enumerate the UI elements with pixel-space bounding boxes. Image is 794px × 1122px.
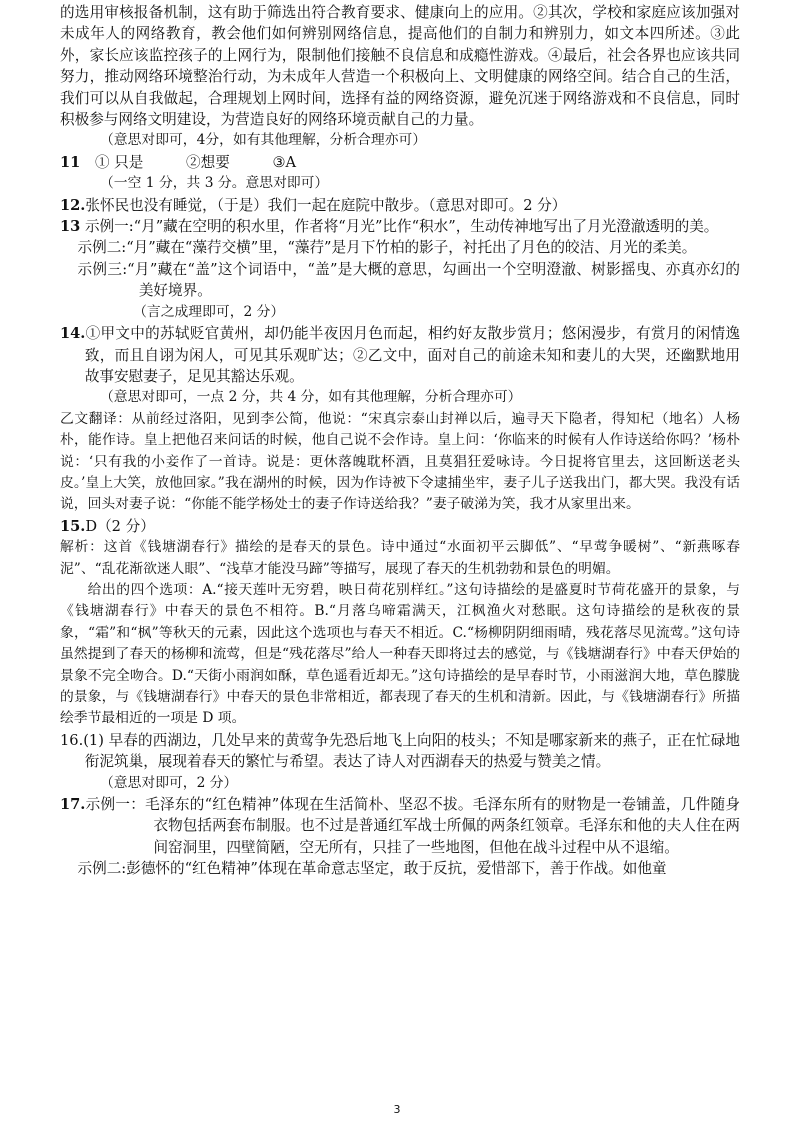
q15-analysis: 解析：这首《钱塘湖春行》描绘的是春天的景色。诗中通过“水面初平云脚低”、“早莺争暖树”、“新燕啄春泥”、“乱花渐欲迷人眼”、“浅草才能没马蹄”等描写，展现了春天的生机勃勃和景色的明媚。 <box>60 539 740 577</box>
q17-example-1-text: 毛泽东的“红色精神”体现在生活简朴、坚忍不拔。毛泽东所有的财物是一卷铺盖，几件随身衣物包括两套布制服。也不过是普通红军战士所佩的两条红领章。毛泽东和他的夫人住在两间窑洞里，四壁简陋，空无所有，只挂了一些地图，但他在战斗过程中从不退缩。 <box>145 796 740 856</box>
q13-example-2-label: 示例二: <box>77 239 127 257</box>
answer-content <box>60 2 740 880</box>
q15-answer <box>60 516 740 537</box>
q11-number: 11 <box>60 153 81 171</box>
q17-example-2-label: 示例二: <box>77 860 127 878</box>
q13-example-3 <box>60 259 740 302</box>
q13-example-1-label: 示例一: <box>84 218 134 236</box>
q17-example-2 <box>60 858 740 879</box>
q11-option-1: ① 只是 <box>94 153 144 171</box>
q11-answer <box>60 152 740 173</box>
q16-scoring-note: （意思对即可，2 分） <box>100 774 238 791</box>
q12-number: 12. <box>60 196 86 214</box>
q17-example-1-label: 示例一： <box>85 796 146 814</box>
q16-text: (1) 早春的西湖边，几处早来的黄莺争先恐后地飞上向阳的枝头；不知是哪家新来的燕子，正在忙碌地衔泥筑巢，展现着春天的繁忙与希望。表达了诗人对西湖春天的热爱与赞美之情。 <box>83 731 740 771</box>
q17-number: 17. <box>60 796 86 814</box>
q11-option-3: ③A <box>272 153 297 171</box>
page-number: 3 <box>393 1103 401 1116</box>
q13-example-1 <box>60 216 740 237</box>
q10-answer-continuation: 的选用审核报备机制，这有助于筛选出符合教育要求、健康向上的应用。②其次，学校和家庭应该加强对未成年人的网络教育，教会他们如何辨别网络信息，提高他们的自制力和辨别力，如文本四所述。③此外，家长应该监控孩子的上网行为，限制他们接触不良信息和成瘾性游戏。④最后，社会各界也应该共同努力，推动网络环境整治行动，为未成年人营造一个积极向上、文明健康的网络空间。结合自己的生活，我们可以从自我做起，合理规划上网时间，选择有益的网络资源，避免沉迷于网络游戏和不良信息，同时积极参与网络文明建设，为营造良好的网络环境贡献自己的力量。 <box>60 4 740 129</box>
q13-example-1-text: “月”藏在空明的积水里，作者将“月光”比作“积水”，生动传神地写出了月光澄澈透明的美。 <box>133 218 719 236</box>
q13-scoring-note: （言之成理即可，2 分） <box>133 303 285 320</box>
q14-text: ①甲文中的苏轼贬官黄州，却仍能半夜因月色而起，相约好友散步赏月；悠闲漫步，有赏月的闲情逸致，而且自诩为闲人，可见其乐观旷达；②乙文中，面对自己的前途未知和妻儿的大哭，还幽默地用故事安慰妻子，足见其豁达乐观。 <box>84 325 740 385</box>
q13-example-2 <box>60 237 740 258</box>
q14-answer <box>60 323 740 387</box>
q14-number: 14. <box>60 325 86 343</box>
q13-example-3-label: 示例三: <box>77 260 128 278</box>
q10-scoring-note: （意思对即可，4分，如有其他理解，分析合理亦可） <box>100 132 427 149</box>
q15-answer-text: D（2 分） <box>85 517 155 535</box>
q17-example-1 <box>60 794 740 858</box>
q13-example-2-text: “月”藏在“藻荇交横”里，“藻荇”是月下竹柏的影子，衬托出了月色的皎洁、月光的柔美。 <box>126 239 697 257</box>
q11-scoring-note: （一空 1 分，共 3 分。意思对即可） <box>100 175 329 192</box>
q16-answer <box>60 730 740 773</box>
q14-scoring-note: （意思对即可，一点 2 分，共 4 分，如有其他理解，分析合理亦可） <box>100 389 522 406</box>
q12-answer <box>60 195 740 216</box>
q12-text: 张怀民也没有睡觉，（于是）我们一起在庭院中散步。（意思对即可。2 分） <box>85 196 567 214</box>
q15-options-analysis: 给出的四个选项：A.“接天莲叶无穷碧，映日荷花别样红。”这句诗描绘的是盛夏时节荷花盛开的景象，与《钱塘湖春行》中春天的景色不相符。B.“月落乌啼霜满天，江枫渔火对愁眠。这句诗描绘的是秋夜的景象，“霜”和“枫”等秋天的元素，因此这个选项也与春天不相近。C.“杨柳阴阴细雨晴，残花落尽见流莺。”这句诗虽然提到了春天的杨柳和流莺，但是“残花落尽”给人一种春天即将过去的感觉，与《钱塘湖春行》中春天伊始的景象不完全吻合。D.“天街小雨润如酥，草色遥看近却无。”这句诗描绘的是早春时节，小雨滋润大地，草色朦胧的景象，与《钱塘湖春行》中春天的景色非常相近，都表现了春天的生机和清新。因此，与《钱塘湖春行》所描绘季节最相近的一项是 D 项。 <box>60 581 740 727</box>
q11-option-2: ②想要 <box>186 153 230 171</box>
q13-example-3-text: “月”藏在“盖”这个词语中，“盖”是大概的意思，勾画出一个空明澄澈、树影摇曳、亦真亦幻的美好境界。 <box>127 260 740 300</box>
q14-translation: 乙文翻译：从前经过洛阳，见到李公简，他说：“宋真宗泰山封禅以后，遍寻天下隐者，得知杞（地名）人杨朴，能作诗。皇上把他召来问话的时候，他自己说不会作诗。皇上问：‘你临来的时候有人作诗送给你吗？’杨朴说：‘只有我的小妾作了一首诗。说是：更休落魄耽杯酒，且莫猖狂爱咏诗。今日捉将官里去，这回断送老头皮。’皇上大笑，放他回家。”我在湖州的时候，因为作诗被下令逮捕坐牢，妻子儿子送我出门，都大哭。我没有话说，回头对妻子说：“你能不能学杨处士的妻子作诗送给我？”妻子破涕为笑，我才从家里出来。 <box>60 410 740 513</box>
q16-number: 16. <box>60 731 84 749</box>
q13-number: 13 <box>60 218 81 236</box>
q15-number: 15. <box>60 517 86 535</box>
q17-example-2-text: 彭德怀的“红色精神”体现在革命意志坚定，敢于反抗，爱惜部下，善于作战。如他童 <box>126 860 667 878</box>
